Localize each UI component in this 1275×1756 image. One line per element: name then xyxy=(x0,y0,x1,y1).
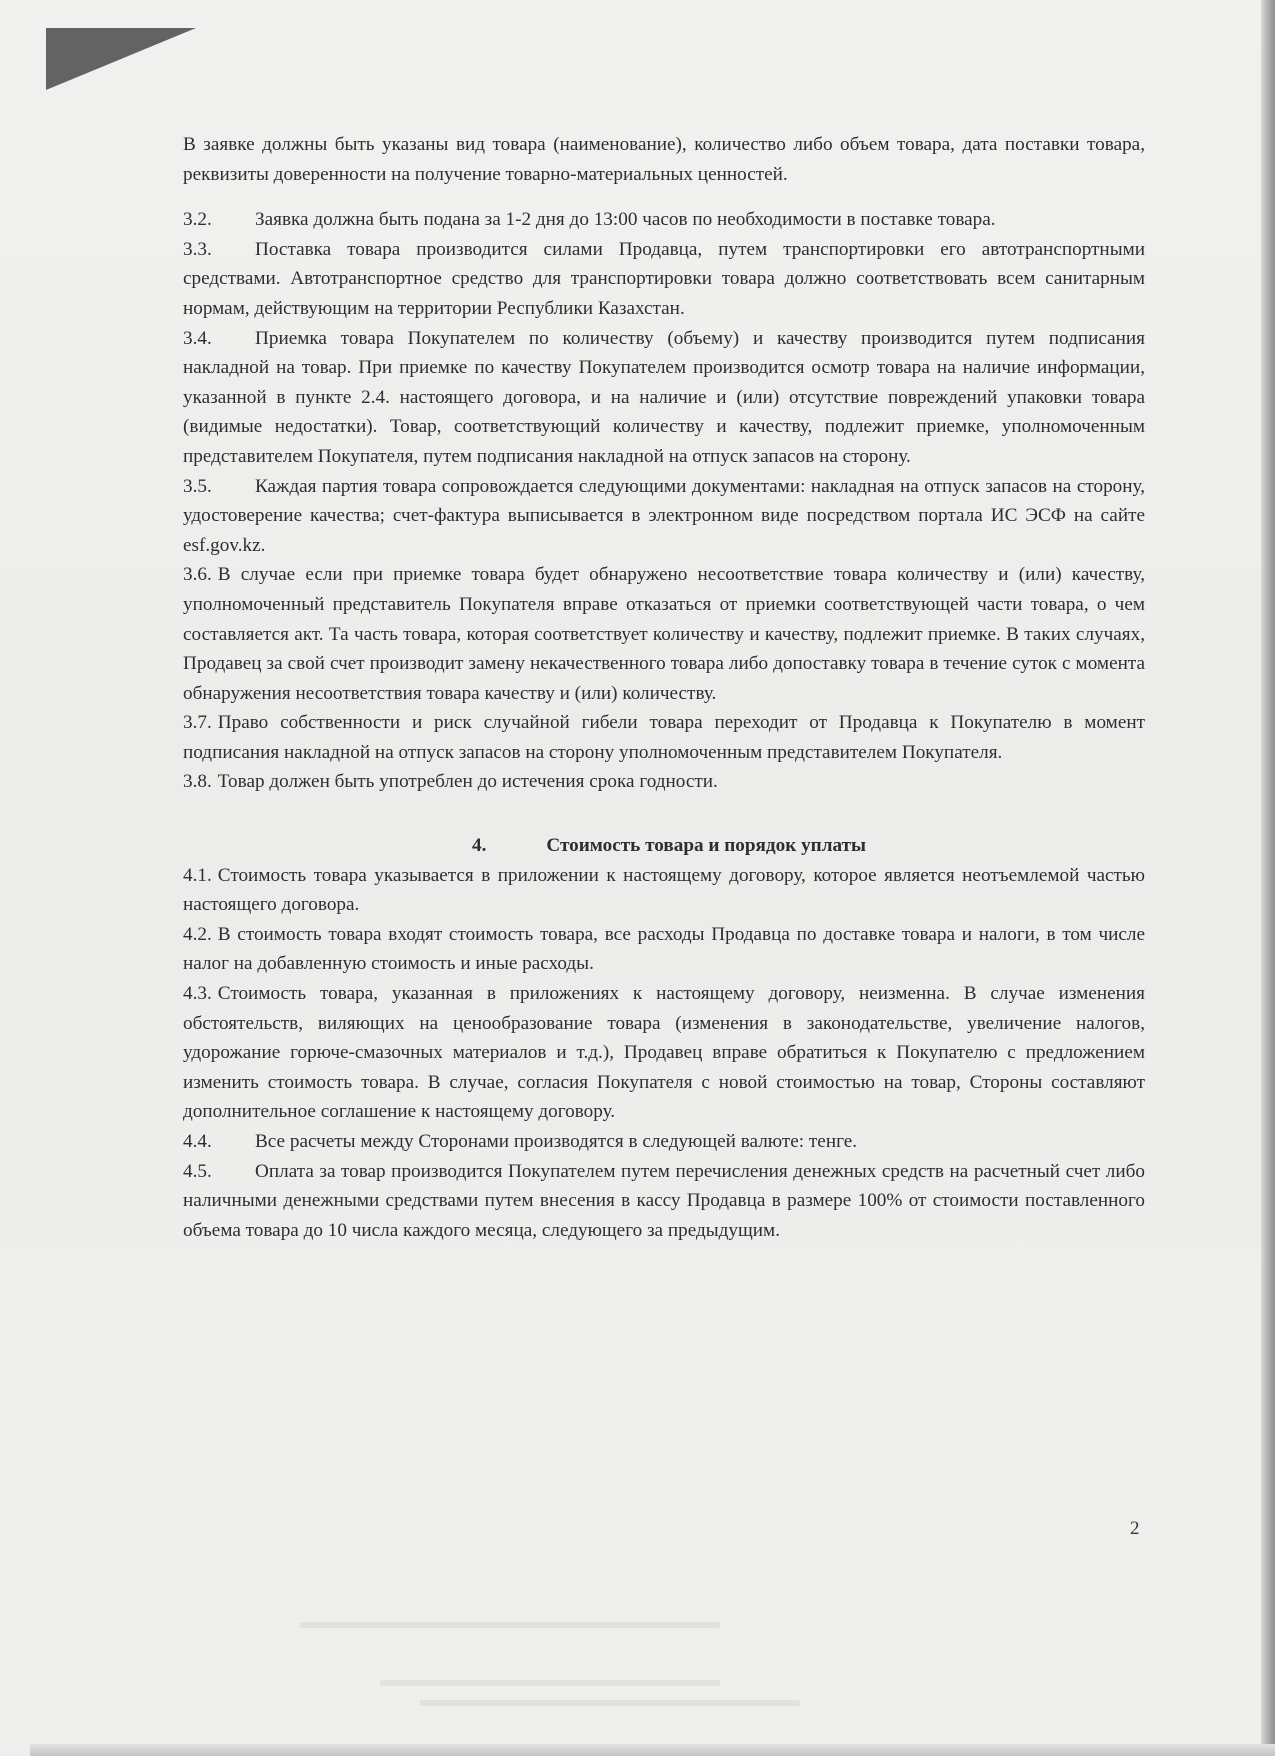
document-body xyxy=(183,130,1145,1245)
clause-3-2 xyxy=(183,205,1145,235)
clause-number: 3.8. xyxy=(183,771,212,793)
clause-number: 3.3. xyxy=(183,238,212,260)
clause-4-1 xyxy=(183,861,1145,920)
clause-text: Все расчеты между Сторонами производятся в следующей валюте: тенге. xyxy=(255,1131,858,1152)
clause-number: 4.4. xyxy=(183,1131,212,1152)
clause-number: 3.6. xyxy=(183,564,212,586)
clause-text: Каждая партия товара сопровождается следующими документами: накладная на отпуск запасов на сторону, удостоверение качества; счет-фактура выписывается в электронном виде посредством портала ИС ЭСФ на сайте esf.gov.kz. xyxy=(183,475,1145,556)
clause-4-4 xyxy=(183,1127,1145,1157)
clause-3-8 xyxy=(183,767,1145,797)
clause-text: Право собственности и риск случайной гибели товара переходит от Продавца к Покупателю в момент подписания накладной на отпуск запасов на сторону уполномоченным представителем Покупателя. xyxy=(183,712,1145,763)
clause-text: Стоимость товара, указанная в приложениях к настоящему договору, неизменна. В случае изменения обстоятельств, виляющих на ценообразование товара (изменения в законодательстве, увеличение налогов, удорожание горюче-смазочных материалов и т.д.), Продавец вправе обратиться к Покупателю с предложением изменить стоимость товара. В случае, согласия Покупателя с новой стоимостью на товар, Стороны составляют дополнительное соглашение к настоящему договору. xyxy=(183,983,1145,1123)
clause-3-6 xyxy=(183,560,1145,708)
section-title: Стоимость товара и порядок уплаты xyxy=(546,835,867,857)
clause-number: 3.5. xyxy=(183,475,212,497)
clause-4-5 xyxy=(183,1157,1145,1246)
clause-text: Стоимость товара указывается в приложении к настоящему договору, которое является неотъемлемой частью настоящего договора. xyxy=(183,864,1145,916)
clause-text: Приемка товара Покупателем по количеству (объему) и качеству производится путем подписания накладной на товар. При приемке по качеству Покупателем производится осмотр товара на наличие информации, указанной в пункте 2.4. настоящего договора, и на наличие и (или) отсутствие повреждений упаковки товара (видимые недостатки). Товар, соответствующий количеству и качеству, подлежит приемке, уполномоченным представителем Покупателя, путем подписания накладной на отпуск запасов на сторону. xyxy=(183,327,1145,467)
section-number: 4. xyxy=(471,835,487,857)
clause-text: Товар должен быть употреблен до истечения срока годности. xyxy=(217,771,718,793)
bleed-through-mark xyxy=(380,1680,720,1686)
scan-bottom-edge xyxy=(30,1744,1275,1756)
clause-4-3 xyxy=(183,979,1145,1127)
clause-3-4 xyxy=(183,324,1145,472)
clause-4-2 xyxy=(183,920,1145,979)
clause-number: 3.2. xyxy=(183,209,212,231)
clause-3-3 xyxy=(183,235,1145,324)
clause-text: Поставка товара производится силами Продавца, путем транспортировки его автотранспортными средствами. Автотранспортное средство для транспортировки товара должно соответствовать всем санитарным нормам, действующим на территории Республики Казахстан. xyxy=(183,238,1145,319)
clause-text: В случае если при приемке товара будет обнаружено несоответствие товара количеству и (или) качеству, уполномоченный представитель Покупателя вправе отказаться от приемки соответствующей части товара, о чем составляется акт. Та часть товара, которая соответствует количеству и качеству, подлежит приемке. В таких случаях, Продавец за свой счет производит замену некачественного товара либо допоставку товара в течение суток с момента обнаружения несоответствия товара качеству и (или) количеству. xyxy=(183,564,1145,704)
intro-paragraph: В заявке должны быть указаны вид товара (наименование), количество либо объем товара, дата поставки товара, реквизиты доверенности на получение товарно-материальных ценностей. xyxy=(183,134,1145,185)
bleed-through-mark xyxy=(300,1622,720,1628)
scan-corner-shadow xyxy=(46,28,196,90)
section-4-heading xyxy=(183,831,1145,861)
clause-number: 4.1. xyxy=(183,864,212,886)
clause-text: Заявка должна быть подана за 1-2 дня до 13:00 часов по необходимости в поставке товара. xyxy=(255,209,996,231)
bleed-through-mark xyxy=(420,1700,800,1706)
clause-number: 3.4. xyxy=(183,327,212,349)
clause-number: 3.7. xyxy=(183,712,212,734)
scan-right-edge xyxy=(1261,0,1275,1756)
clause-number: 4.5. xyxy=(183,1160,212,1182)
clause-3-7 xyxy=(183,708,1145,767)
clause-number: 4.2. xyxy=(183,923,212,945)
clause-number: 4.3. xyxy=(183,983,212,1005)
page-number: 2 xyxy=(1130,1518,1140,1539)
clause-3-5 xyxy=(183,472,1145,561)
clause-text: Оплата за товар производится Покупателем путем перечисления денежных средств на расчетный счет либо наличными денежными средствами путем внесения в кассу Продавца в размере 100% от стоимости поставленного объема товара до 10 числа каждого месяца, следующего за предыдущим. xyxy=(183,1160,1145,1241)
clause-text: В стоимость товара входят стоимость товара, все расходы Продавца по доставке товара и налоги, в том числе налог на добавленную стоимость и иные расходы. xyxy=(183,923,1145,975)
